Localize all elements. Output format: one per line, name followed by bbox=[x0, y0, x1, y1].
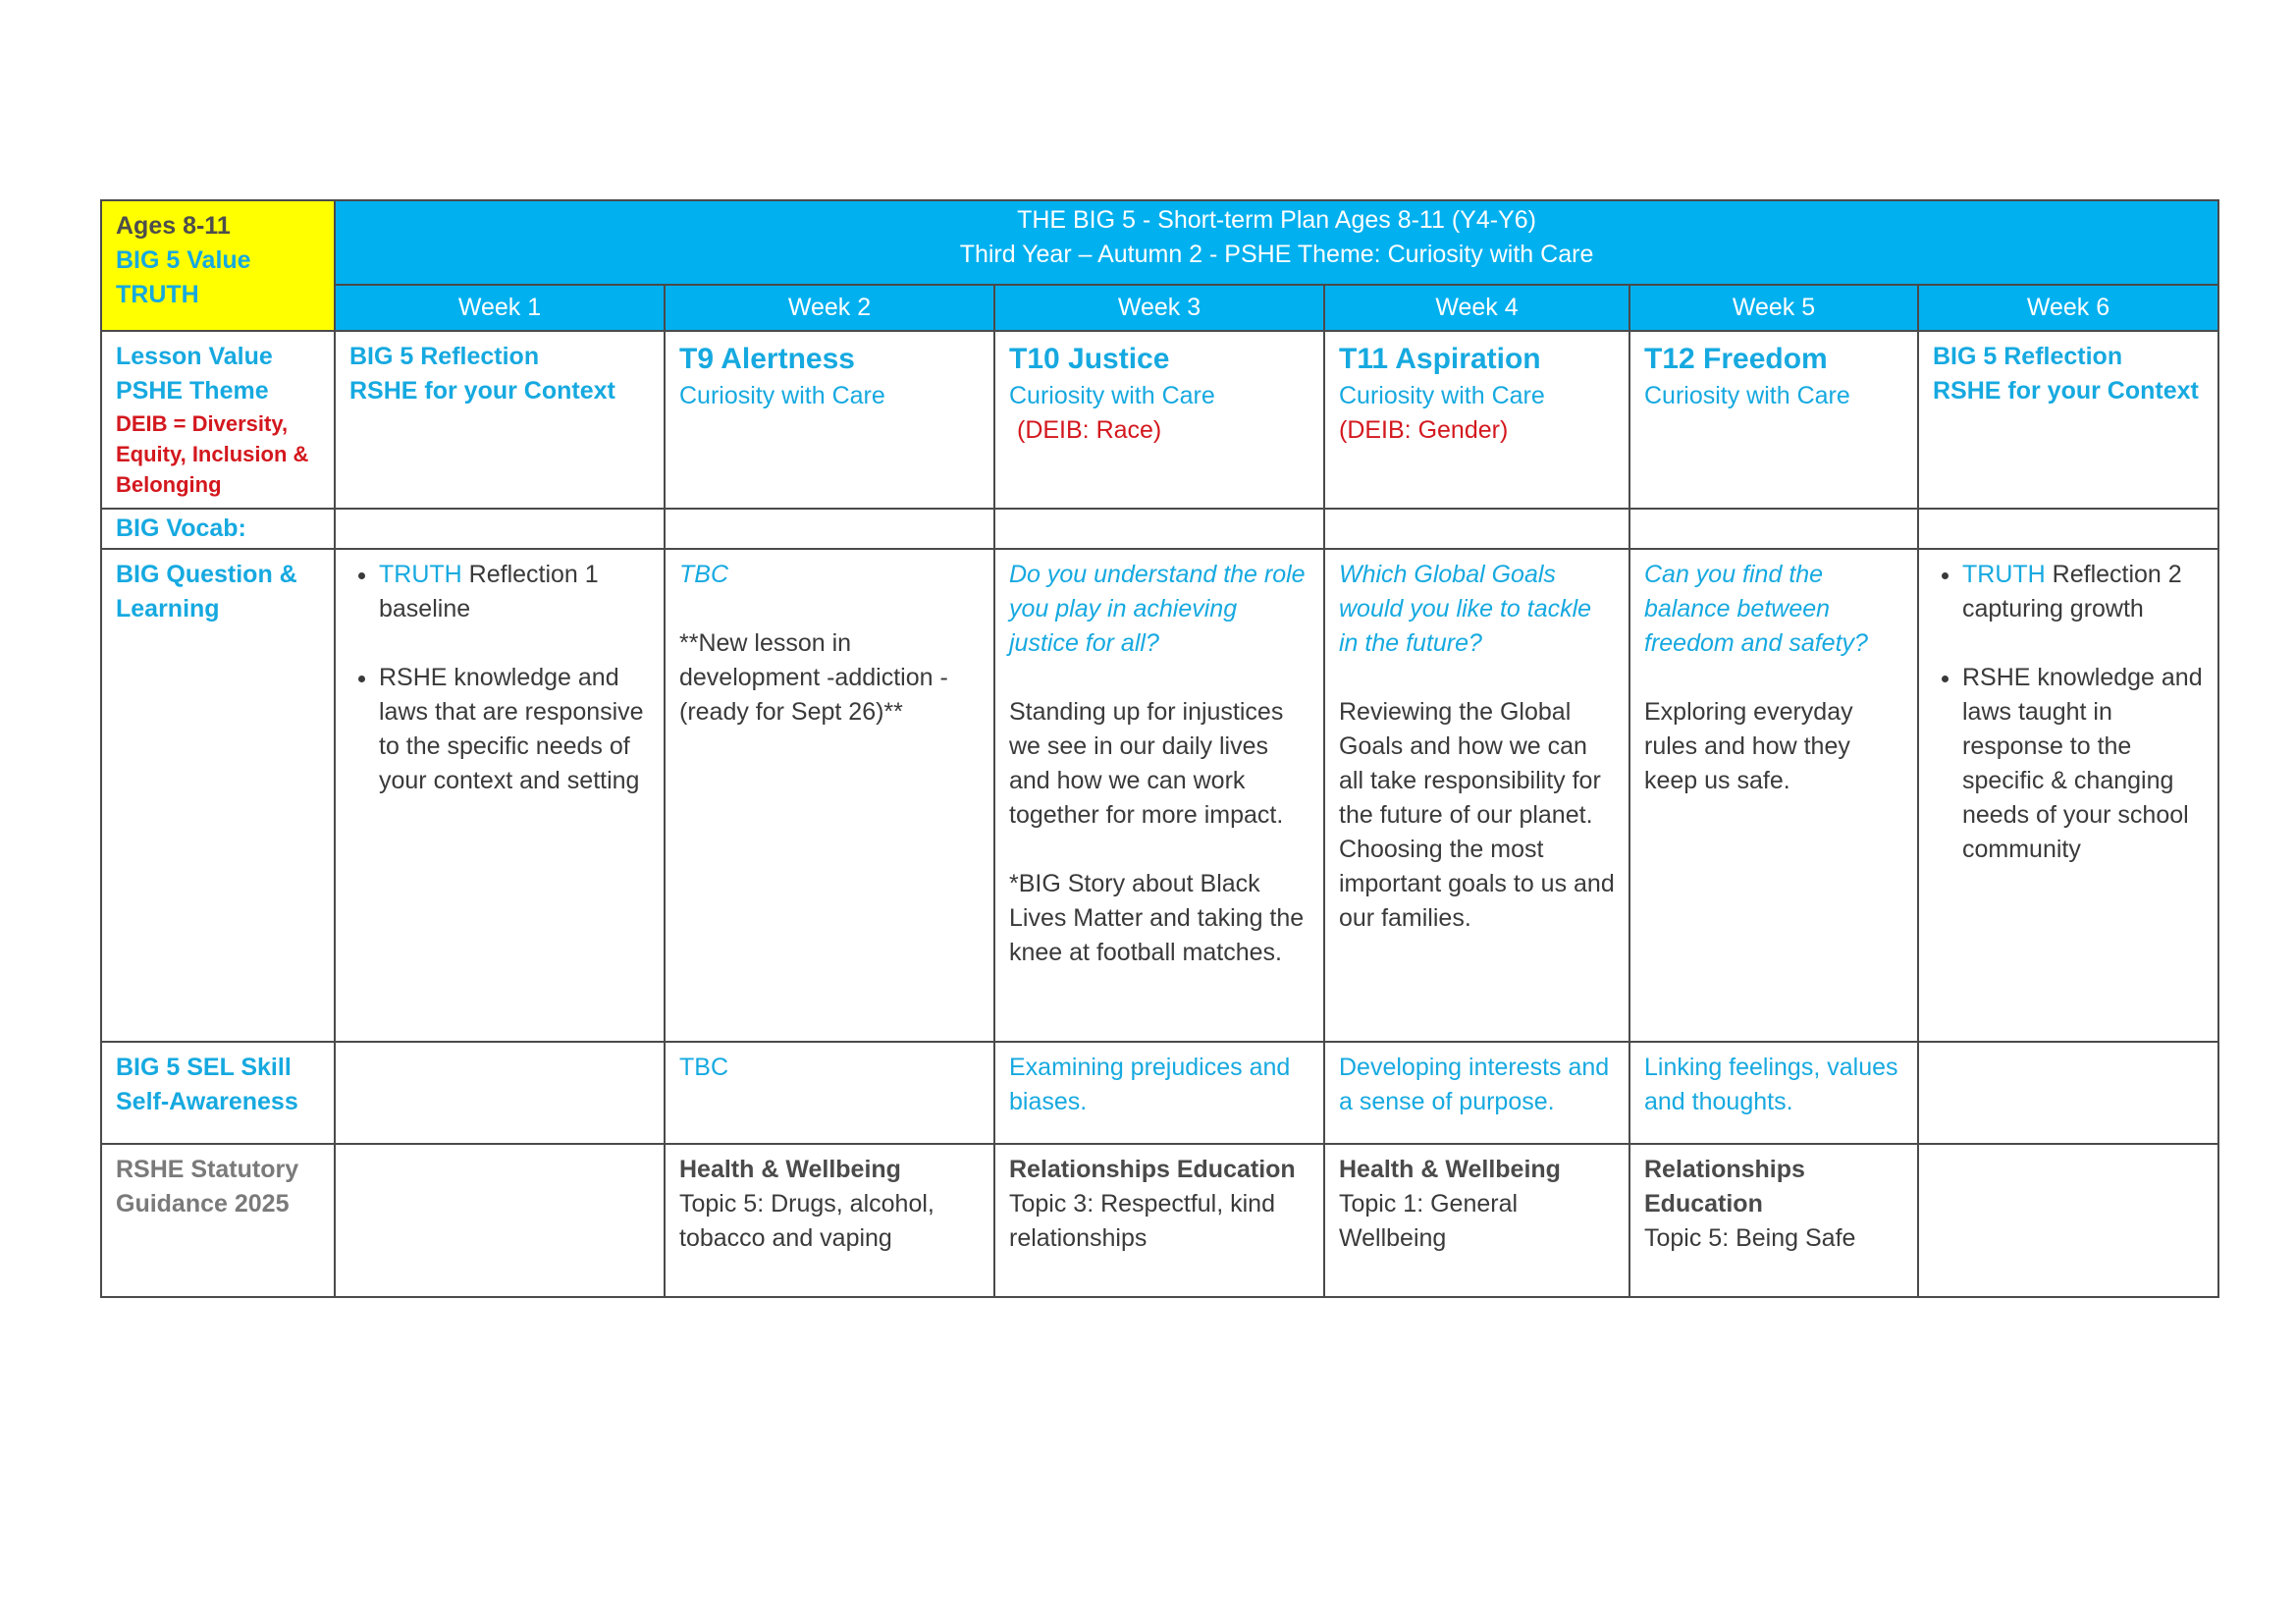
plan-banner bbox=[335, 200, 2218, 285]
pshe-theme-label: PSHE Theme bbox=[116, 377, 269, 405]
lesson-week-2 bbox=[665, 331, 994, 509]
lesson-value-label: Lesson Value bbox=[116, 343, 273, 370]
sel-skill-title: BIG 5 SEL Skill bbox=[116, 1054, 292, 1081]
lesson-subtitle: Curiosity with Care bbox=[1339, 382, 1545, 409]
lesson-title: T12 Freedom bbox=[1644, 343, 1828, 375]
sel-week-4: Developing interests and a sense of purpose. bbox=[1324, 1042, 1629, 1144]
week-5-header: Week 5 bbox=[1629, 285, 1918, 331]
lesson-week-5 bbox=[1629, 331, 1918, 509]
week-1-header: Week 1 bbox=[335, 285, 665, 331]
list-item bbox=[1962, 558, 2204, 626]
week-3-header: Week 3 bbox=[994, 285, 1324, 331]
learning-list bbox=[349, 558, 650, 798]
vocab-week-4 bbox=[1324, 509, 1629, 549]
vocab-label: BIG Vocab: bbox=[101, 509, 335, 549]
short-term-plan-table bbox=[100, 199, 2219, 1298]
big-question: Do you understand the role you play in achieving justice for all? bbox=[1009, 561, 1306, 657]
lesson-subtitle: Curiosity with Care bbox=[1644, 382, 1850, 409]
learning-week-6 bbox=[1918, 549, 2218, 1042]
sel-skill-label bbox=[101, 1042, 335, 1144]
truth-keyword: TRUTH bbox=[379, 561, 462, 588]
rshe-heading: Health & Wellbeing bbox=[1339, 1156, 1561, 1183]
lesson-title: T9 Alertness bbox=[679, 343, 855, 375]
deib-definition: DEIB = Diversity, Equity, Inclusion & Belonging bbox=[116, 411, 309, 497]
learning-week-4 bbox=[1324, 549, 1629, 1042]
list-item: • RSHE knowledge and laws taught in response to the specific & changing needs of your school community bbox=[1962, 661, 2204, 867]
lesson-subtitle: Curiosity with Care bbox=[679, 382, 885, 409]
sel-week-3: Examining prejudices and biases. bbox=[994, 1042, 1324, 1144]
rshe-week-4 bbox=[1324, 1144, 1629, 1297]
learning-week-5 bbox=[1629, 549, 1918, 1042]
lesson-title: T10 Justice bbox=[1009, 343, 1170, 375]
sel-week-1 bbox=[335, 1042, 665, 1144]
plan-title: THE BIG 5 - Short-term Plan Ages 8-11 (Y4-Y6) bbox=[1017, 206, 1536, 234]
ages-label: Ages 8-11 bbox=[116, 212, 231, 240]
lesson-week-1 bbox=[335, 331, 665, 509]
lesson-subtitle: Curiosity with Care bbox=[1009, 382, 1215, 409]
vocab-week-2 bbox=[665, 509, 994, 549]
lesson-deib: (DEIB: Race) bbox=[1017, 416, 1162, 444]
rshe-topic: Topic 1: General Wellbeing bbox=[1339, 1190, 1519, 1252]
vocab-week-3 bbox=[994, 509, 1324, 549]
sel-week-6 bbox=[1918, 1042, 2218, 1144]
big5-value-label: BIG 5 Value bbox=[116, 246, 251, 274]
list-item: • RSHE knowledge and laws that are responsive to the specific needs of your context and setting bbox=[379, 661, 650, 798]
rshe-week-3 bbox=[994, 1144, 1324, 1297]
rshe-guidance-year: Guidance 2025 bbox=[116, 1190, 290, 1218]
big-story-text: *BIG Story about Black Lives Matter and taking the knee at football matches. bbox=[1009, 870, 1305, 966]
lesson-week-3 bbox=[994, 331, 1324, 509]
week-2-header: Week 2 bbox=[665, 285, 994, 331]
rshe-guidance-title: RSHE Statutory bbox=[116, 1156, 299, 1183]
learning-text: Exploring everyday rules and how they keep us safe. bbox=[1644, 698, 1853, 794]
week-4-header: Week 4 bbox=[1324, 285, 1629, 331]
vocab-week-5 bbox=[1629, 509, 1918, 549]
rshe-week-5 bbox=[1629, 1144, 1918, 1297]
big-question: Which Global Goals would you like to tackle in the future? bbox=[1339, 561, 1592, 657]
lesson-subtitle: RSHE for your Context bbox=[1933, 377, 2199, 405]
week-6-header: Week 6 bbox=[1918, 285, 2218, 331]
sel-week-5: Linking feelings, values and thoughts. bbox=[1629, 1042, 1918, 1144]
truth-keyword: TRUTH bbox=[1962, 561, 2046, 588]
lesson-week-4 bbox=[1324, 331, 1629, 509]
lesson-title: BIG 5 Reflection bbox=[1933, 343, 2123, 370]
rshe-heading: Relationships Education bbox=[1644, 1156, 1805, 1218]
big-question: Can you find the balance between freedom and safety? bbox=[1644, 561, 1868, 657]
list-item-text: Reflection 2 capturing growth bbox=[1962, 561, 2182, 623]
rshe-week-2 bbox=[665, 1144, 994, 1297]
list-item bbox=[379, 558, 650, 626]
rshe-heading: Relationships Education bbox=[1009, 1156, 1296, 1183]
sel-skill-name: Self-Awareness bbox=[116, 1088, 298, 1115]
learning-week-1 bbox=[335, 549, 665, 1042]
lesson-value-label-cell bbox=[101, 331, 335, 509]
rshe-week-6 bbox=[1918, 1144, 2218, 1297]
list-item-text: Reflection 1 baseline bbox=[379, 561, 599, 623]
plan-subtitle: Third Year – Autumn 2 - PSHE Theme: Curiosity with Care bbox=[959, 241, 1594, 268]
learning-text: Reviewing the Global Goals and how we can all take responsibility for the future of our planet. Choosing the most important goals to us and our families. bbox=[1339, 698, 1615, 932]
rshe-week-1 bbox=[335, 1144, 665, 1297]
age-value-corner bbox=[101, 200, 335, 331]
big-question: TBC bbox=[679, 561, 728, 588]
lesson-week-6 bbox=[1918, 331, 2218, 509]
lesson-subtitle: RSHE for your Context bbox=[349, 377, 615, 405]
vocab-week-6 bbox=[1918, 509, 2218, 549]
rshe-topic: Topic 5: Drugs, alcohol, tobacco and vaping bbox=[679, 1190, 934, 1252]
lesson-title: T11 Aspiration bbox=[1339, 343, 1541, 375]
rshe-guidance-label bbox=[101, 1144, 335, 1297]
learning-text: **New lesson in development -addiction - (ready for Sept 26)** bbox=[679, 629, 948, 726]
learning-week-2 bbox=[665, 549, 994, 1042]
rshe-heading: Health & Wellbeing bbox=[679, 1156, 901, 1183]
rshe-topic: Topic 3: Respectful, kind relationships bbox=[1009, 1190, 1275, 1252]
learning-week-3 bbox=[994, 549, 1324, 1042]
rshe-topic: Topic 5: Being Safe bbox=[1644, 1224, 1856, 1252]
vocab-week-1 bbox=[335, 509, 665, 549]
sel-week-2: TBC bbox=[665, 1042, 994, 1144]
learning-list bbox=[1933, 558, 2204, 867]
learning-text: Standing up for injustices we see in our daily lives and how we can work together for more impact. bbox=[1009, 698, 1284, 829]
big5-value: TRUTH bbox=[116, 281, 199, 308]
question-label: BIG Question & Learning bbox=[101, 549, 335, 1042]
lesson-deib: (DEIB: Gender) bbox=[1339, 416, 1509, 444]
lesson-title: BIG 5 Reflection bbox=[349, 343, 540, 370]
